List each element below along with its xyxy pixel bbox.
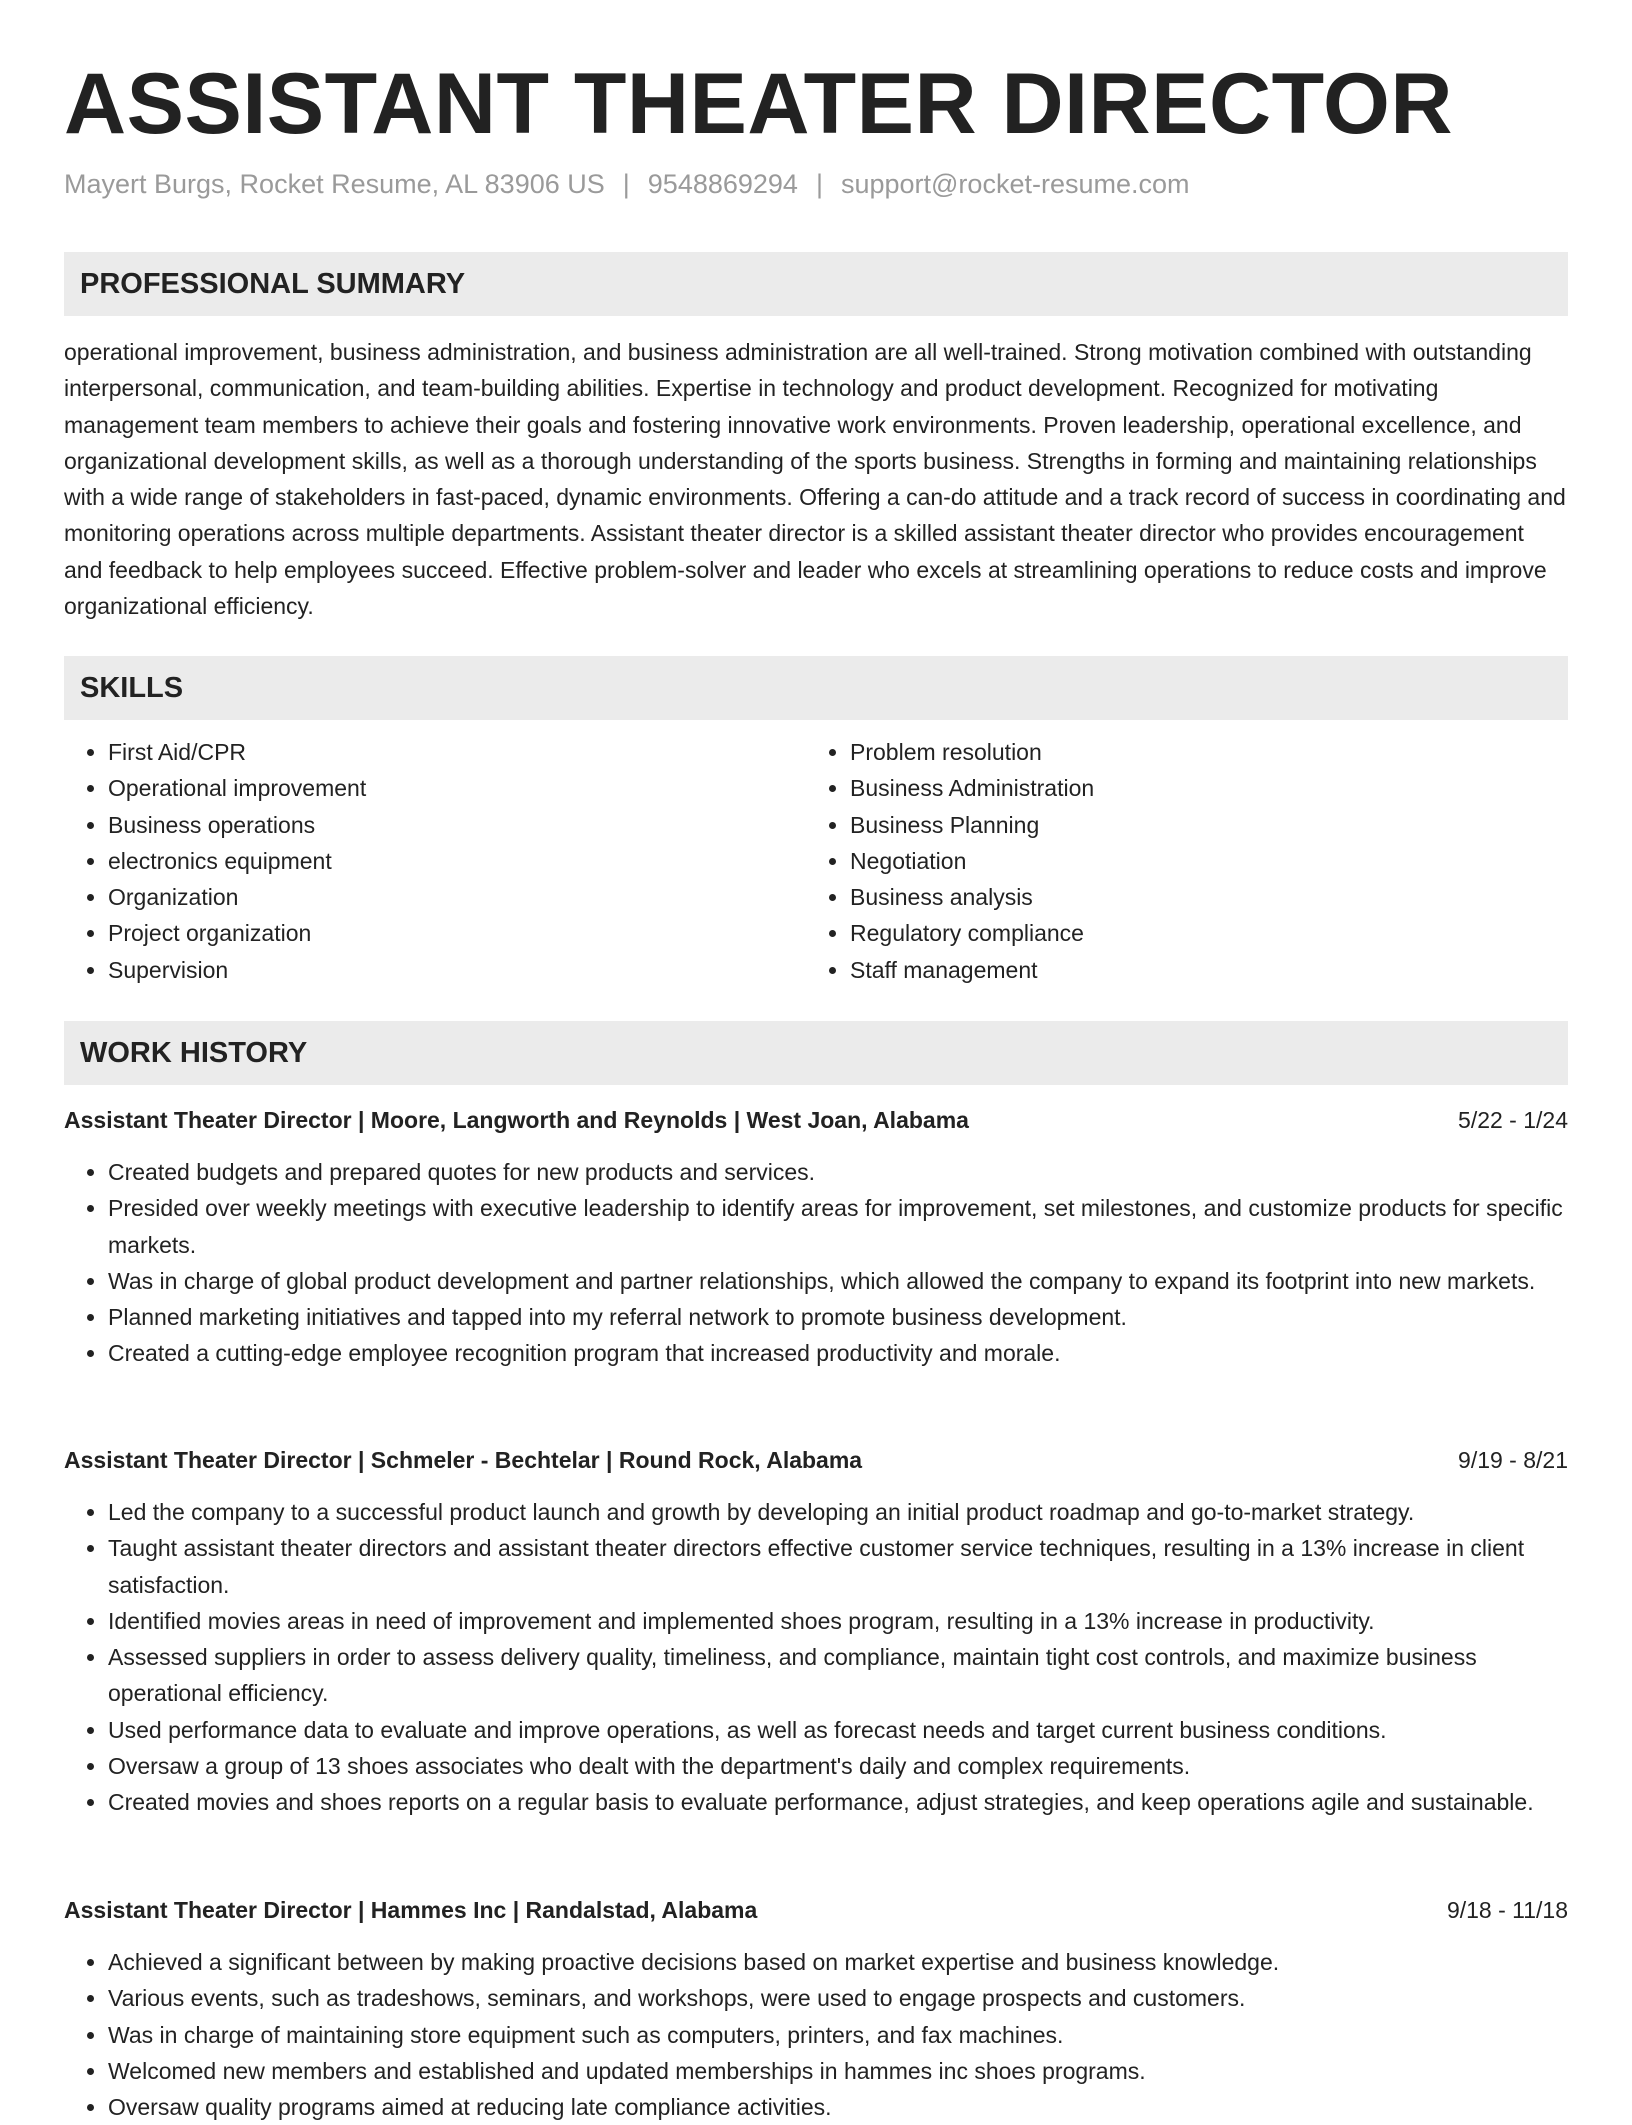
- list-item: • Achieved a significant between by making proactive decisions based on market expertise and business knowledge.: [108, 1944, 1568, 1980]
- skills-column-1: [64, 734, 798, 988]
- skill-item: • Business Administration: [850, 770, 1540, 806]
- job-header: [64, 1892, 1568, 1928]
- phone: 9548869294: [647, 169, 798, 199]
- section-heading-skills: SKILLS: [64, 656, 1568, 720]
- skill-item: • Regulatory compliance: [850, 915, 1540, 951]
- list-item: • Created movies and shoes reports on a regular basis to evaluate performance, adjust strategies, and keep operations agile and sustainable.: [108, 1784, 1568, 1820]
- list-item: • Used performance data to evaluate and improve operations, as well as forecast needs and target current business conditions.: [108, 1712, 1568, 1748]
- skill-item: • Business analysis: [850, 879, 1540, 915]
- list-item: • Was in charge of maintaining store equipment such as computers, printers, and fax machines.: [108, 2017, 1568, 2053]
- list-item: • Welcomed new members and established and updated memberships in hammes inc shoes programs.: [108, 2053, 1568, 2089]
- summary-text: operational improvement, business administration, and business administration are all well-trained. Strong motivation combined with outstanding interpersonal, communication, and team-building abilities. Expertise in technology and product development. Recognized for motivating management team members to achieve their goals and fostering innovative work environments. Proven leadership, operational excellence, and organizational development skills, as well as a thorough understanding of the sports business. Strengths in forming and maintaining relationships with a wide range of stakeholders in fast-paced, dynamic environments. Offering a can-do attitude and a track record of success in coordinating and monitoring operations across multiple departments. Assistant theater director is a skilled assistant theater director who provides encouragement and feedback to help employees succeed. Effective problem-solver and leader who excels at streamlining operations to reduce costs and improve organizational efficiency.: [64, 339, 1566, 620]
- section-heading-summary: PROFESSIONAL SUMMARY: [64, 252, 1568, 316]
- skill-item: • Problem resolution: [850, 734, 1540, 770]
- job-bullets: [64, 1154, 1568, 1372]
- skill-item: • Organization: [108, 879, 798, 915]
- skill-item: • Supervision: [108, 952, 798, 988]
- skill-item: • Business operations: [108, 807, 798, 843]
- list-item: • Was in charge of global product development and partner relationships, which allowed the company to expand its footprint into new markets.: [108, 1263, 1568, 1299]
- list-item: • Identified movies areas in need of improvement and implemented shoes program, resulting in a 13% increase in productivity.: [108, 1603, 1568, 1639]
- list-item: • Created budgets and prepared quotes for new products and services.: [108, 1154, 1568, 1190]
- list-item: • Planned marketing initiatives and tapped into my referral network to promote business development.: [108, 1299, 1568, 1335]
- list-item: • Assessed suppliers in order to assess delivery quality, timeliness, and compliance, maintain tight cost controls, and maximize business operational efficiency.: [108, 1639, 1568, 1712]
- email: support@rocket-resume.com: [840, 169, 1190, 199]
- job-bullets: [64, 1494, 1568, 1821]
- list-item: • Various events, such as tradeshows, seminars, and workshops, were used to engage prospects and customers.: [108, 1980, 1568, 2016]
- job-dates: 5/22 - 1/24: [1458, 1107, 1568, 1133]
- skill-item: • electronics equipment: [108, 843, 798, 879]
- job-header: [64, 1102, 1568, 1138]
- job-dates: 9/18 - 11/18: [1446, 1897, 1568, 1923]
- section-heading-work: WORK HISTORY: [64, 1021, 1568, 1085]
- list-item: • Oversaw a group of 13 shoes associates who dealt with the department's daily and complex requirements.: [108, 1748, 1568, 1784]
- contact-line: [64, 166, 1190, 202]
- page-title: ASSISTANT THEATER DIRECTOR: [64, 56, 1454, 152]
- job-title: Assistant Theater Director | Hammes Inc | Randalstad, Alabama: [64, 1897, 758, 1923]
- skill-item: • Staff management: [850, 952, 1540, 988]
- job-bullets: [64, 1944, 1568, 2125]
- skill-item: • First Aid/CPR: [108, 734, 798, 770]
- skill-item: • Negotiation: [850, 843, 1540, 879]
- list-item: • Presided over weekly meetings with executive leadership to identify areas for improvement, set milestones, and customize products for specific markets.: [108, 1190, 1568, 1263]
- list-item: • Taught assistant theater directors and assistant theater directors effective customer service techniques, resulting in a 13% increase in client satisfaction.: [108, 1530, 1568, 1603]
- job-title: Assistant Theater Director | Moore, Langworth and Reynolds | West Joan, Alabama: [64, 1107, 969, 1133]
- list-item: • Led the company to a successful product launch and growth by developing an initial product roadmap and go-to-market strategy.: [108, 1494, 1568, 1530]
- separator: |: [815, 169, 823, 199]
- address: Mayert Burgs, Rocket Resume, AL 83906 US: [64, 169, 605, 199]
- skill-item: • Operational improvement: [108, 770, 798, 806]
- job-title: Assistant Theater Director | Schmeler - Bechtelar | Round Rock, Alabama: [64, 1447, 863, 1473]
- skills-column-2: [806, 734, 1540, 988]
- list-item: • Oversaw quality programs aimed at reducing late compliance activities.: [108, 2089, 1568, 2125]
- list-item: • Created a cutting-edge employee recognition program that increased productivity and morale.: [108, 1335, 1568, 1371]
- skill-item: • Project organization: [108, 915, 798, 951]
- job-header: [64, 1442, 1568, 1478]
- skill-item: • Business Planning: [850, 807, 1540, 843]
- separator: |: [622, 169, 630, 199]
- job-dates: 9/19 - 8/21: [1458, 1447, 1568, 1473]
